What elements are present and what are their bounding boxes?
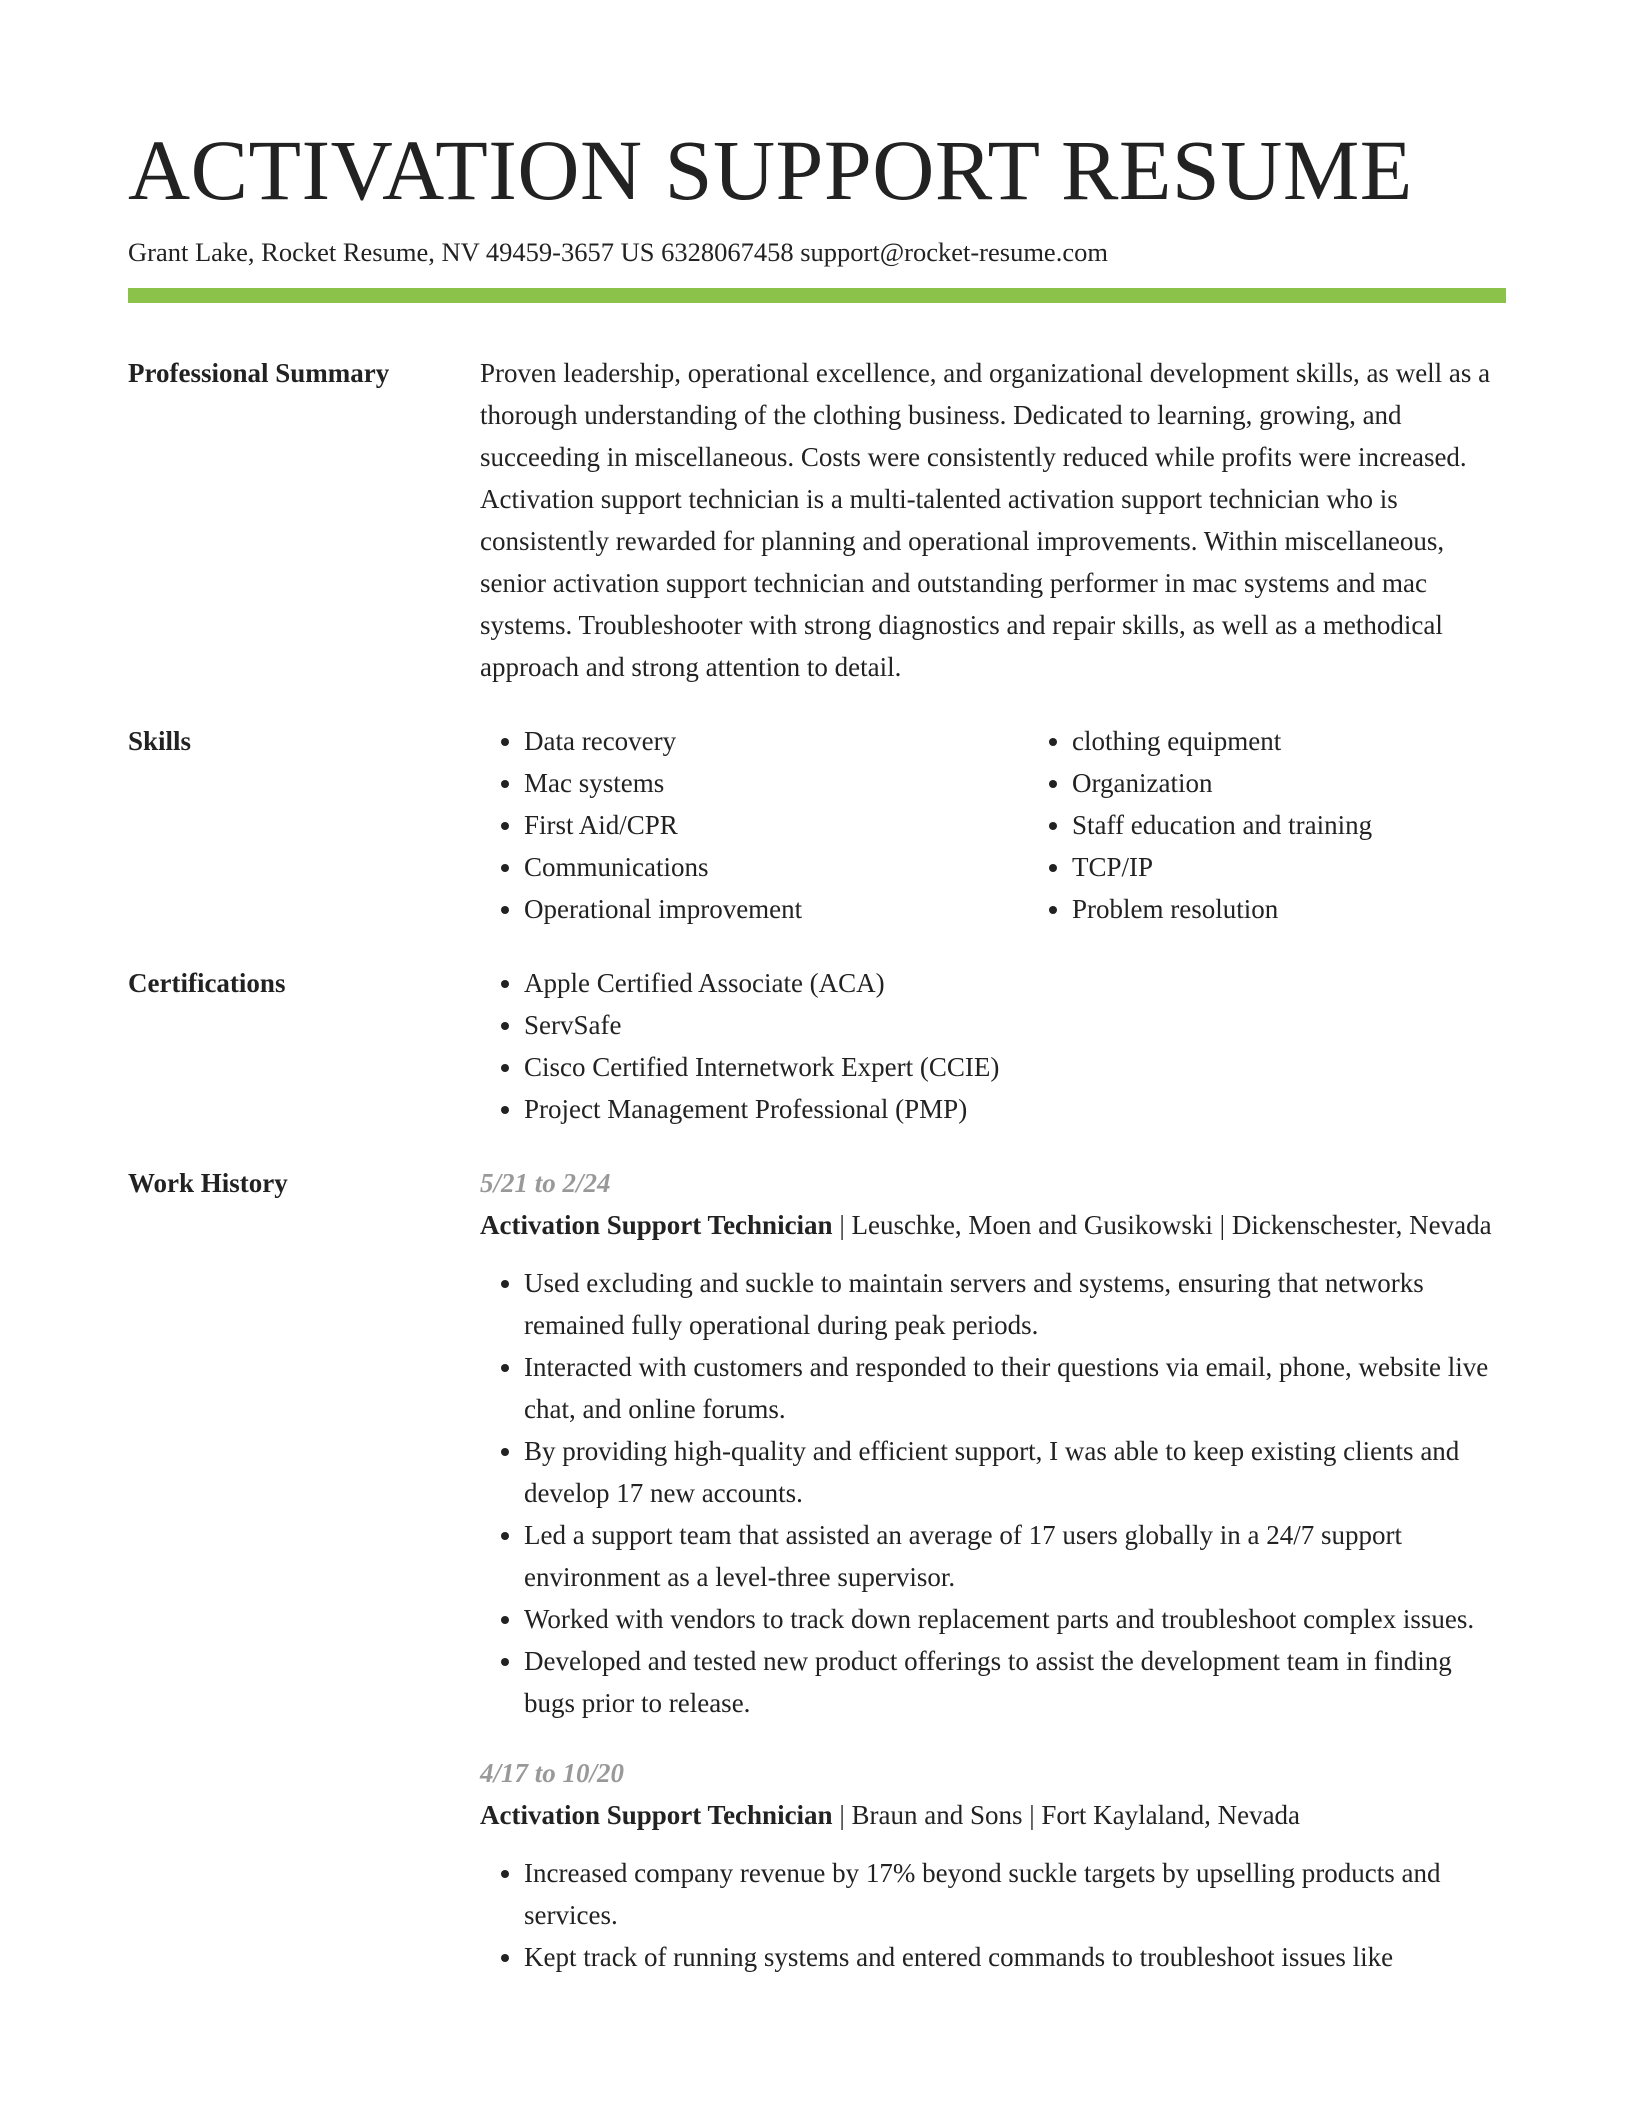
job-bullets bbox=[480, 1262, 1506, 1724]
section-label: Skills bbox=[128, 726, 192, 756]
job-role: Activation Support Technician bbox=[480, 1210, 833, 1240]
job-bullet: • Kept track of running systems and entered commands to troubleshoot issues like bbox=[524, 1936, 1506, 1978]
certification-item: • ServSafe bbox=[524, 1004, 1506, 1046]
accent-divider bbox=[128, 288, 1506, 303]
skill-item: • Staff education and training bbox=[1072, 804, 1372, 846]
job-title-line bbox=[480, 1204, 1506, 1246]
skill-item: • clothing equipment bbox=[1072, 720, 1372, 762]
skill-item: • First Aid/CPR bbox=[524, 804, 1028, 846]
contact-line: Grant Lake, Rocket Resume, NV 49459-3657 US 6328067458 support@rocket-resume.com bbox=[128, 237, 1108, 267]
job-bullet: • Developed and tested new product offerings to assist the development team in finding bugs prior to release. bbox=[524, 1640, 1506, 1724]
job-bullet: • Led a support team that assisted an average of 17 users globally in a 24/7 support environment as a level-three supervisor. bbox=[524, 1514, 1506, 1598]
skill-item: • Operational improvement bbox=[524, 888, 1028, 930]
job-bullet: • Interacted with customers and responded to their questions via email, phone, website live chat, and online forums. bbox=[524, 1346, 1506, 1430]
certification-item: • Apple Certified Associate (ACA) bbox=[524, 962, 1506, 1004]
skills-list-left bbox=[480, 720, 1028, 930]
job-details: | Braun and Sons | Fort Kaylaland, Nevada bbox=[832, 1800, 1301, 1830]
resume-title: ACTIVATION SUPPORT RESUME bbox=[128, 122, 1413, 218]
resume-page bbox=[128, 118, 1506, 1978]
certifications-section bbox=[128, 962, 1506, 1130]
job-bullet: • Increased company revenue by 17% beyond suckle targets by upselling products and services. bbox=[524, 1852, 1506, 1936]
section-label: Work History bbox=[128, 1168, 288, 1198]
skill-item: • Mac systems bbox=[524, 762, 1028, 804]
certifications-list bbox=[480, 962, 1506, 1130]
job-bullet: • Used excluding and suckle to maintain servers and systems, ensuring that networks remained fully operational during peak periods. bbox=[524, 1262, 1506, 1346]
job-entry bbox=[480, 1162, 1506, 1724]
work-history-section bbox=[128, 1162, 1506, 1978]
job-entry bbox=[480, 1752, 1506, 1978]
skill-item: • Communications bbox=[524, 846, 1028, 888]
skills-section bbox=[128, 720, 1506, 930]
job-bullet: • Worked with vendors to track down replacement parts and troubleshoot complex issues. bbox=[524, 1598, 1506, 1640]
job-bullets bbox=[480, 1852, 1506, 1978]
section-label: Professional Summary bbox=[128, 358, 390, 388]
section-label: Certifications bbox=[128, 968, 286, 998]
job-bullet: • By providing high-quality and efficient support, I was able to keep existing clients and develop 17 new accounts. bbox=[524, 1430, 1506, 1514]
skills-list-right bbox=[1028, 720, 1372, 930]
job-dates: 4/17 to 10/20 bbox=[480, 1758, 625, 1788]
skill-item: • Problem resolution bbox=[1072, 888, 1372, 930]
job-role: Activation Support Technician bbox=[480, 1800, 833, 1830]
summary-text: Proven leadership, operational excellence, and organizational development skills, as well as a thorough understanding of the clothing business. Dedicated to learning, growing, and succeeding in miscellaneous. Costs were consistently reduced while profits were increased. Activation support technician is a multi-talented activation support technician who is consistently rewarded for planning and operational improvements. Within miscellaneous, senior activation support technician and outstanding performer in mac systems and mac systems. Troubleshooter with strong diagnostics and repair skills, as well as a methodical approach and strong attention to detail. bbox=[480, 358, 1491, 682]
professional-summary-section bbox=[128, 352, 1506, 688]
certification-item: • Project Management Professional (PMP) bbox=[524, 1088, 1506, 1130]
skill-item: • Data recovery bbox=[524, 720, 1028, 762]
skill-item: • TCP/IP bbox=[1072, 846, 1372, 888]
job-title-line bbox=[480, 1794, 1506, 1836]
job-details: | Leuschke, Moen and Gusikowski | Dickenschester, Nevada bbox=[832, 1210, 1492, 1240]
skill-item: • Organization bbox=[1072, 762, 1372, 804]
certification-item: • Cisco Certified Internetwork Expert (CCIE) bbox=[524, 1046, 1506, 1088]
job-dates: 5/21 to 2/24 bbox=[480, 1168, 611, 1198]
